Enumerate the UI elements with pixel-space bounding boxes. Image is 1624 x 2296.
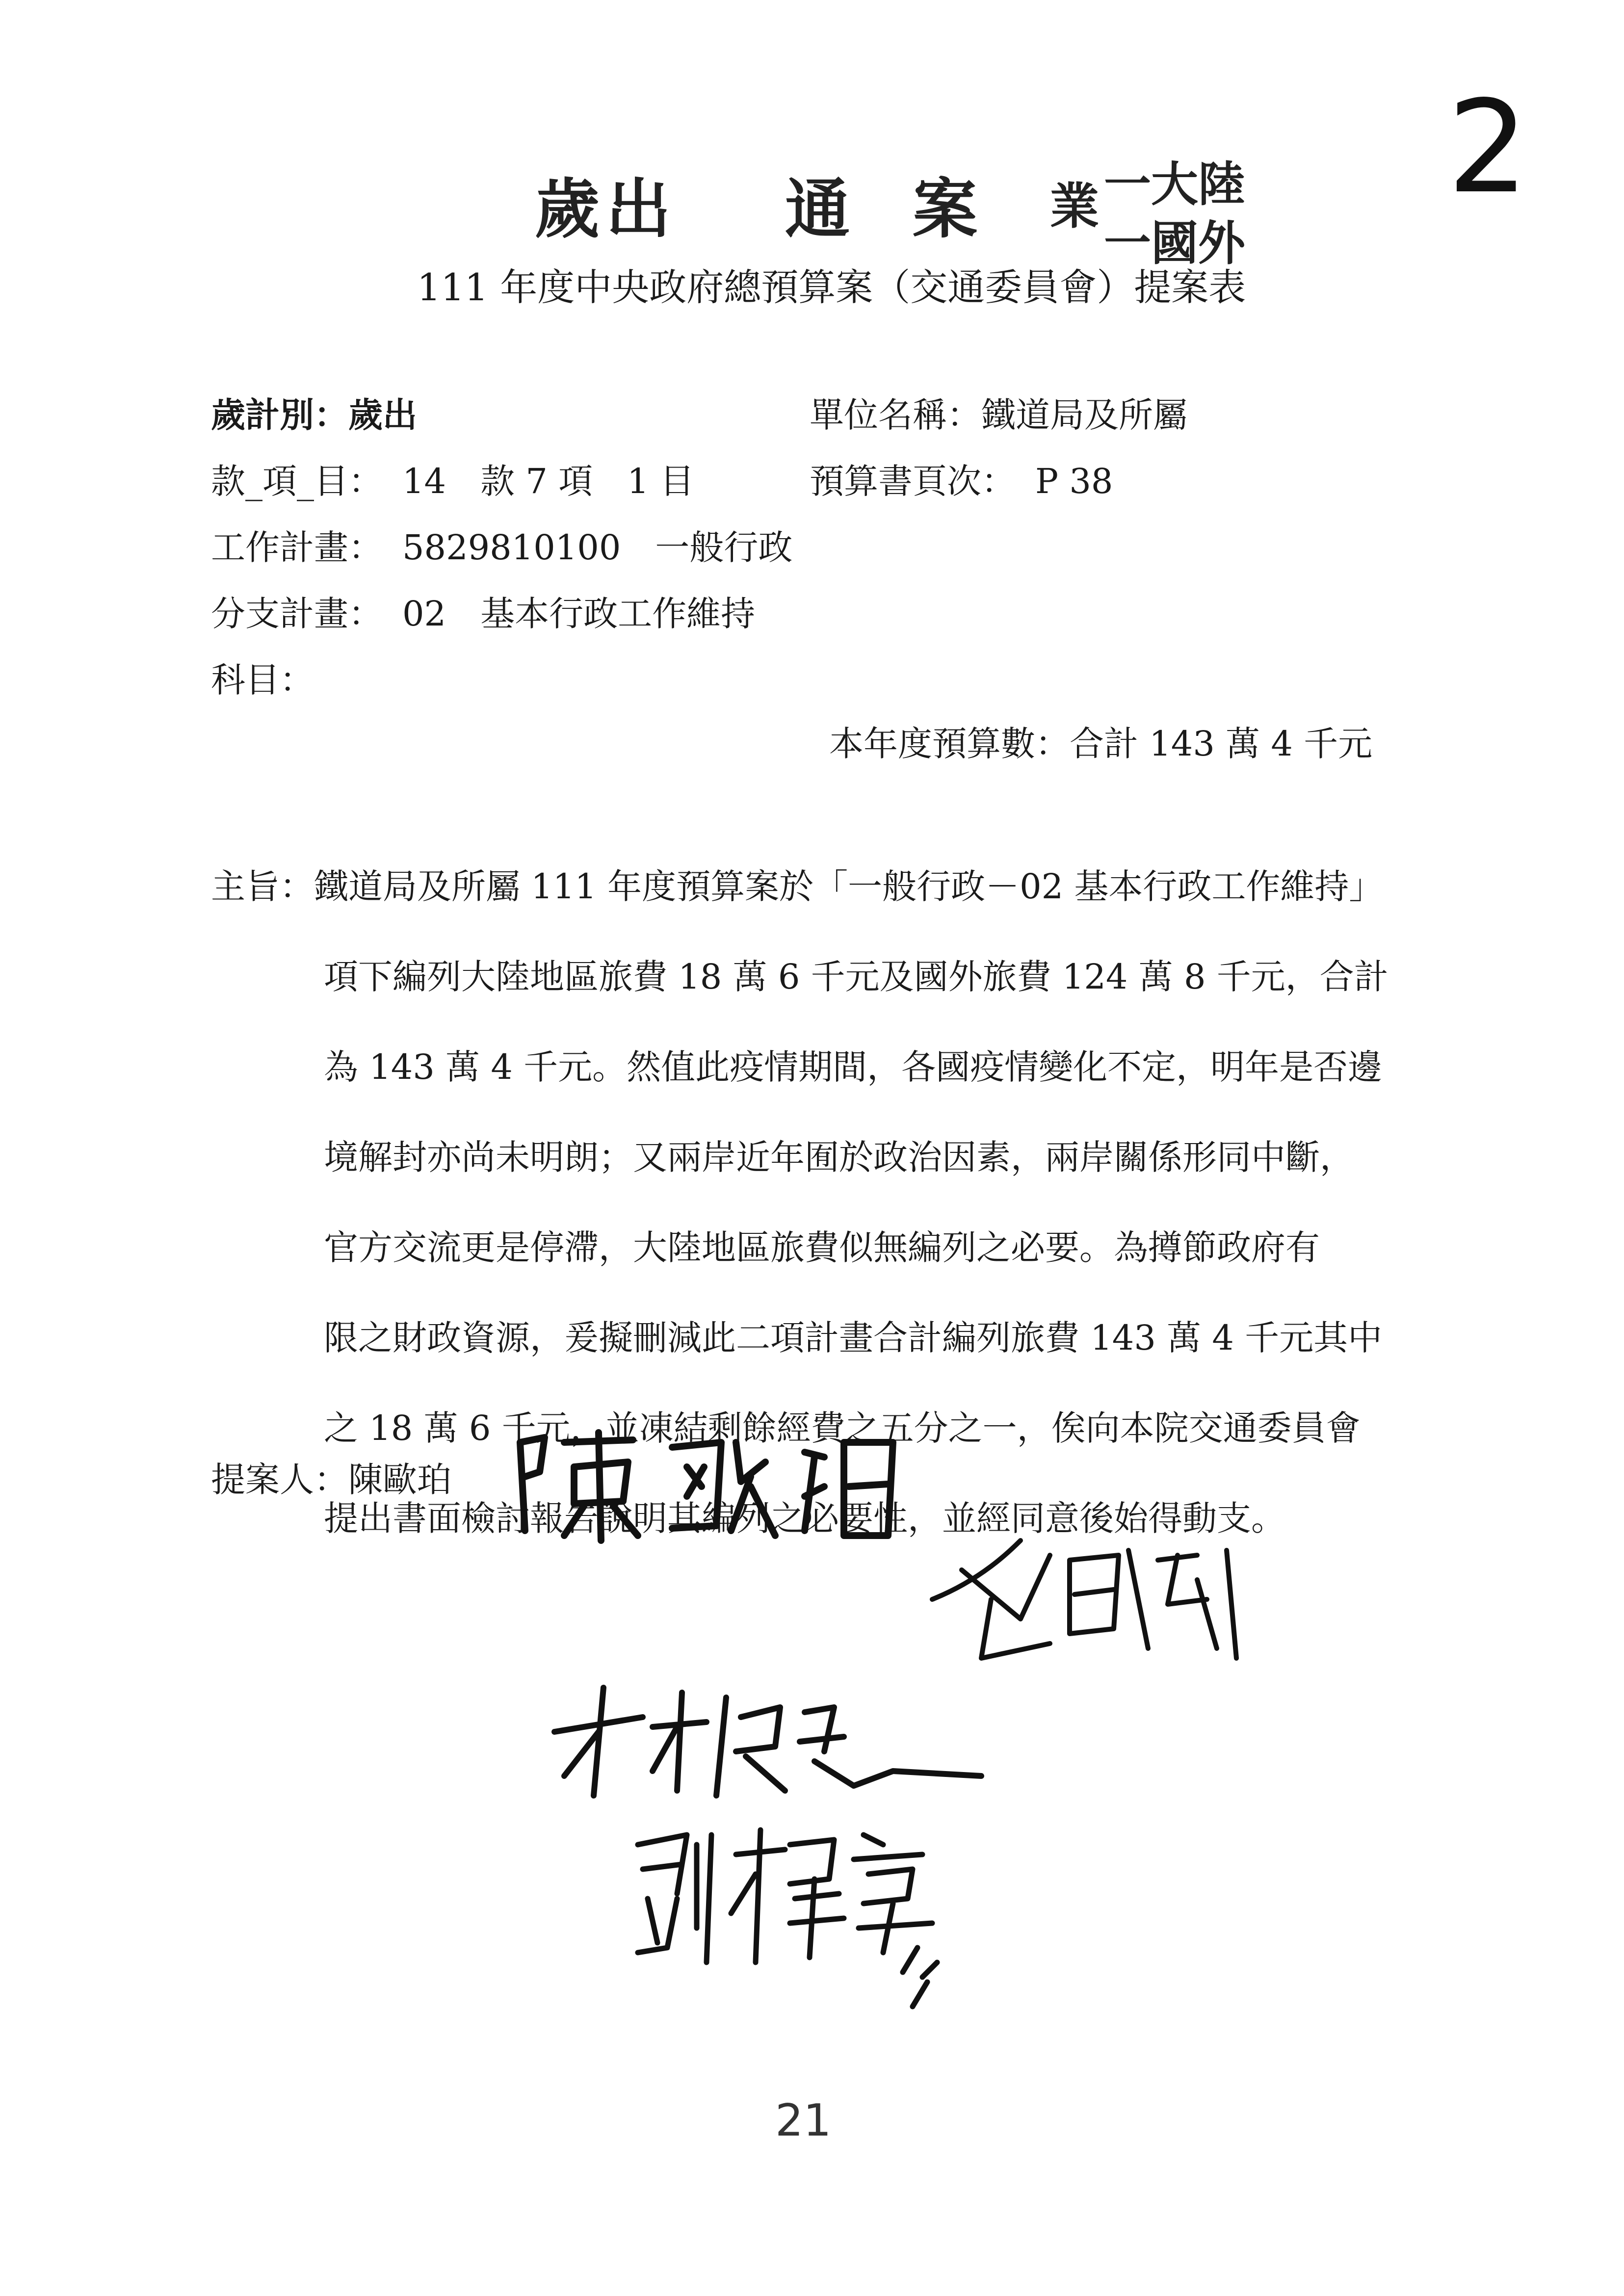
unit-name-field (810, 388, 1187, 437)
budget-type-label: 歲計別： (211, 394, 348, 435)
body-line: 境解封亦尚未明朗；又兩岸近年囿於政治因素，兩岸關係形同中斷， (324, 1137, 1354, 1177)
handwritten-note-mainland: 一大陸 (1104, 157, 1245, 212)
stamp-char: 案 (913, 171, 982, 247)
budget-page-value: P 38 (1035, 461, 1113, 501)
signature-liu-zhao-hao (628, 1815, 962, 2021)
body-line: 為 143 萬 4 千元。然值此疫情期間，各國疫情變化不定，明年是否邊 (324, 1047, 1383, 1087)
body-line: 提出書面檢討報告說明其編列之必要性，並經同意後始得動支。 (324, 1498, 1285, 1539)
sub-plan-value: 02 基本行政工作維持 (402, 594, 756, 634)
handwritten-page-number: 2 (1447, 74, 1529, 222)
signature-chen-ou-po (510, 1413, 913, 1560)
body-line: 之 18 萬 6 千元，並凍結剩餘經費之五分之一，俟向本院交通委員會 (324, 1408, 1361, 1448)
stamp-char: 通 (785, 171, 855, 247)
stamp-char: 出 (606, 171, 676, 247)
footer-page-mark: 21 (775, 2095, 832, 2146)
sub-plan-field (211, 586, 755, 636)
work-plan-label: 工作計畫： (211, 527, 383, 568)
sub-plan-label: 分支計畫： (211, 594, 383, 634)
unit-name-label: 單位名稱： (810, 395, 981, 435)
body-line: 限之財政資源，爰擬刪減此二項計畫合計編列旅費 143 萬 4 千元其中 (324, 1318, 1383, 1358)
handwritten-note-foreign: 一國外 (1104, 215, 1245, 271)
budget-page-label: 預算書頁次： (810, 461, 1016, 501)
stamp-char: 業 (1050, 177, 1104, 235)
document-title: 111 年度中央政府總預算案（交通委員會）提案表 (417, 265, 1246, 309)
body-line: 項下編列大陸地區旅費 18 萬 6 千元及國外旅費 124 萬 8 千元，合計 (324, 957, 1388, 997)
signature-zhao-tian-lin (922, 1521, 1266, 1678)
subject-field (211, 652, 314, 702)
work-plan-value: 5829810100 一般行政 (402, 527, 793, 568)
annual-budget: 本年度預算數：合計 143 萬 4 千元 (829, 724, 1373, 764)
stamp-char: 歲 (535, 171, 604, 247)
body-line: 官方交流更是停滯，大陸地區旅費似無編列之必要。為撙節政府有 (324, 1227, 1320, 1268)
section-value: 14 款 7 項 1 目 (402, 461, 694, 501)
budget-page-field (810, 454, 1113, 503)
proposer-label: 提案人：陳歐珀 (211, 1460, 451, 1500)
section-label: 款_項_目： (211, 461, 383, 501)
budget-type-field (211, 388, 417, 437)
unit-name-value: 鐵道局及所屬 (981, 395, 1187, 435)
section-field (211, 454, 694, 503)
budget-type-value: 歲出 (348, 394, 417, 435)
work-plan-field (211, 520, 792, 570)
body-line: 主旨：鐵道局及所屬 111 年度預算案於「一般行政－02 基本行政工作維持」 (211, 866, 1384, 907)
subject-label: 科目： (211, 660, 314, 700)
signature-lin-jun-xian (550, 1678, 991, 1805)
